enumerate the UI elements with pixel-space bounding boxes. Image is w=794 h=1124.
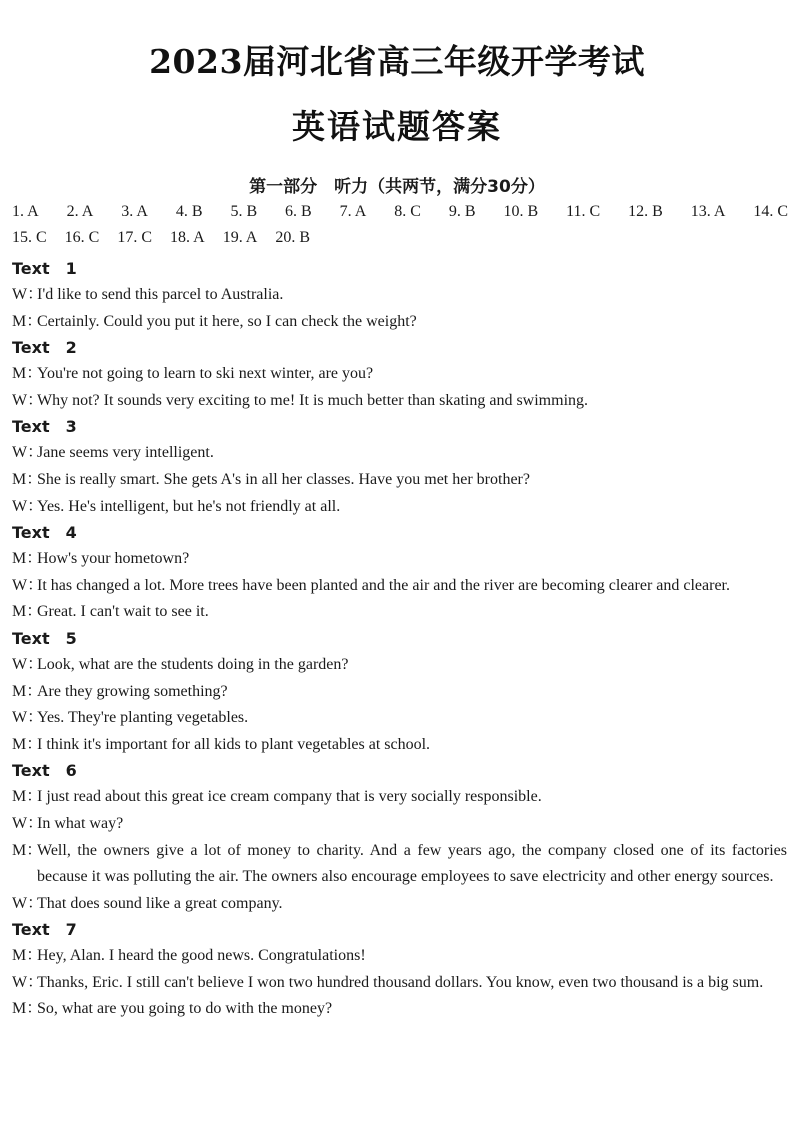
listening-transcript [12,256,787,1023]
speaker: M： [12,470,43,488]
speaker: M： [12,947,43,965]
speaker: M： [12,788,43,806]
text-heading: Text 7 [12,920,77,940]
answer-item: 10. B [503,203,539,220]
answer-item: 12. B [628,203,663,220]
dialogue-line [12,732,787,759]
utterance: So, what are you going to do with the money? [37,1000,333,1018]
speaker: M： [12,841,43,859]
dialogue-line [12,838,787,891]
dialogue-line [12,440,787,467]
speaker: W： [12,814,44,832]
answer-item: 2. A [66,203,94,220]
speaker: W： [12,655,44,673]
speaker: W： [12,709,44,727]
text-heading: Text 5 [12,628,77,648]
answer-key-row-1 [12,203,788,221]
dialogue-line [12,652,787,679]
text-heading: Text 6 [12,761,77,781]
dialogue-line [12,705,787,732]
utterance: It has changed a lot. More trees have been planted and the air and the river are becoming clearer and clearer. [37,576,730,594]
utterance: Thanks, Eric. I still can't believe I won two hundred thousand dollars. You know, even two thousand is a big sum. [37,973,764,991]
utterance: Why not? It sounds very exciting to me! It is much better than skating and swimming. [37,391,589,409]
dialogue-line [12,546,787,573]
page-title: 2023届河北省高三年级开学考试 [149,42,645,81]
speaker: W： [12,497,44,515]
speaker: W： [12,286,44,303]
utterance: Well, the owners give a lot of money to charity. And a few years ago, the company closed one of its factories because it was polluting the air. The owners also encourage employees to save electricity and other energy sources. [37,841,787,886]
speaker: M： [12,312,43,330]
dialogue-line [12,494,787,521]
answer-item: 1. A [12,203,39,220]
utterance: Yes. He's intelligent, but he's not friendly at all. [37,497,341,515]
text-heading: Text 1 [12,259,77,278]
answer-item: 4. B [175,203,203,220]
text-heading: Text 4 [12,523,77,543]
dialogue-line [12,309,787,336]
answer-item: 16. C [64,229,100,246]
answer-item: 9. B [448,203,476,220]
utterance: I think it's important for all kids to plant vegetables at school. [37,735,431,753]
speaker: M： [12,1000,43,1018]
answer-item: 18. A [170,229,205,246]
answer-item: 13. A [690,203,726,220]
speaker: W： [12,444,44,462]
answer-item: 20. B [275,229,311,246]
answer-key-row-2 [12,229,788,247]
speaker: M： [12,365,43,383]
utterance: Are they growing something? [37,682,228,700]
utterance: Look, what are the students doing in the garden? [37,655,349,673]
speaker: W： [12,973,44,991]
answer-item: 11. C [566,203,601,220]
answer-item: 3. A [121,203,148,220]
answer-item: 6. B [285,203,312,220]
dialogue-line [12,573,787,600]
text-heading: Text 2 [12,338,77,358]
dialogue-line [12,996,787,1023]
utterance: You're not going to learn to ski next winter, are you? [37,365,374,383]
dialogue-line [12,599,787,626]
speaker: M： [12,735,43,753]
page-subtitle: 英语试题答案 [292,107,502,146]
dialogue-line [12,970,787,997]
speaker: W： [12,894,44,912]
answer-item: 7. A [339,203,367,220]
speaker: W： [12,576,44,594]
utterance: That does sound like a great company. [37,894,283,912]
dialogue-line [12,811,787,838]
utterance: Hey, Alan. I heard the good news. Congratulations! [37,947,366,965]
speaker: M： [12,603,43,621]
utterance: Jane seems very intelligent. [37,444,214,462]
answer-item: 19. A [222,229,258,246]
utterance: Great. I can't wait to see it. [37,603,209,621]
dialogue-line [12,943,787,970]
utterance: Certainly. Could you put it here, so I can check the weight? [37,312,417,330]
dialogue-line [12,282,787,309]
answer-item: 5. B [230,203,258,220]
section-heading: 第一部分 听力（共两节，满分30分） [249,177,545,197]
utterance: She is really smart. She gets A's in all her classes. Have you met her brother? [37,470,530,488]
answer-item: 17. C [117,229,153,246]
dialogue-line [12,467,787,494]
answer-item: 14. C [753,203,788,220]
utterance: In what way? [37,814,124,832]
utterance: How's your hometown? [37,550,190,568]
speaker: W： [12,391,44,409]
answer-item: 15. C [12,229,47,246]
speaker: M： [12,550,43,568]
text-heading: Text 3 [12,417,77,437]
dialogue-line [12,679,787,706]
speaker: M： [12,682,43,700]
dialogue-line [12,388,787,415]
dialogue-line [12,891,787,918]
answer-item: 8. C [394,203,421,220]
dialogue-line [12,361,787,388]
dialogue-line [12,784,787,811]
utterance: I just read about this great ice cream company that is very socially responsible. [37,788,542,806]
utterance: I'd like to send this parcel to Australia. [37,286,284,303]
utterance: Yes. They're planting vegetables. [37,709,249,727]
